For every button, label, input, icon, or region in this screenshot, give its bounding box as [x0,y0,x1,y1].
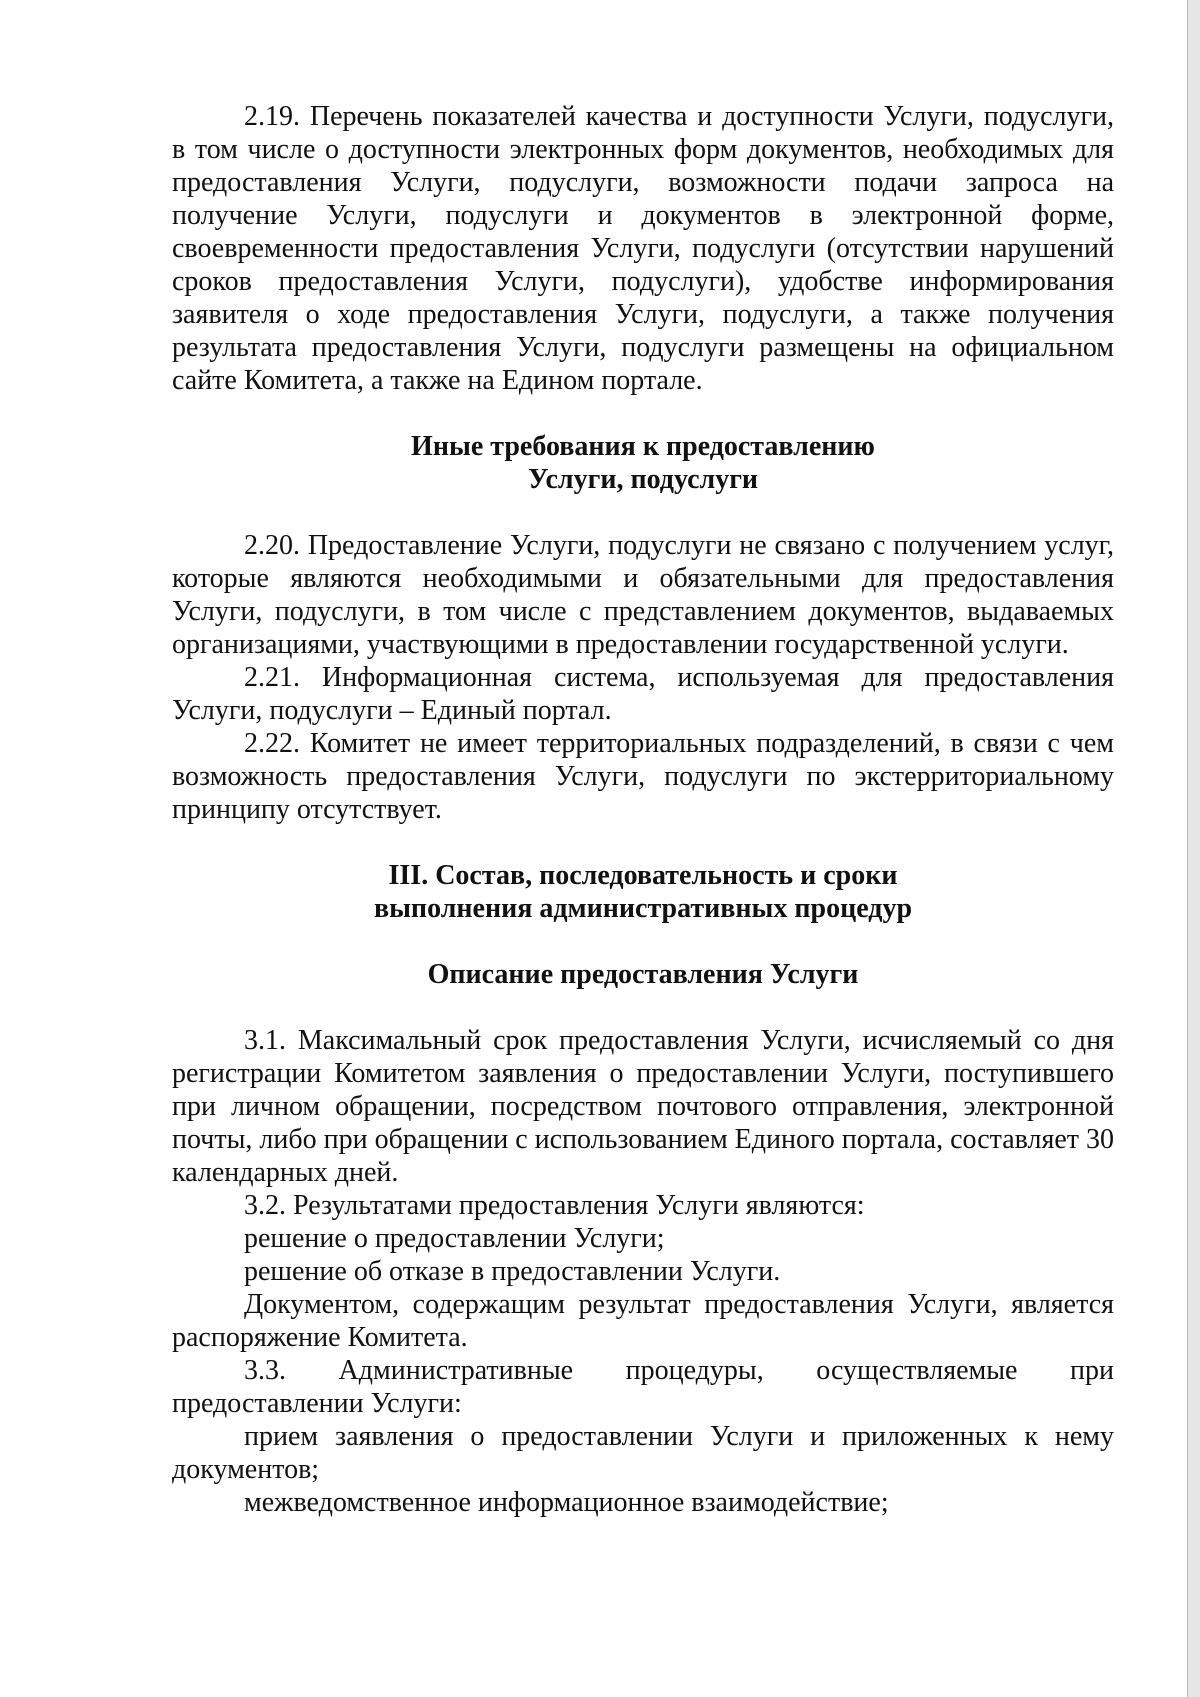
list-item-interagency-interaction: межведомственное информационное взаимодействие; [244,1487,889,1518]
list-item-decision-grant: решение о предоставлении Услуги; [244,1223,665,1254]
document-page [172,100,1114,1519]
heading-section-iii-line-2: выполнения административных процедур [373,893,913,924]
heading-other-requirements-line-2: Услуги, подуслуги [527,464,759,495]
paragraph-3-2: 3.2. Результатами предоставления Услуги являются: [244,1190,865,1221]
spacer [172,826,1114,859]
paragraph-2-19: 2.19. Перечень показателей качества и доступности Услуги, подуслуги, в том числе о доступности электронных форм документов, необходимых для предоставления Услуги, подуслуги, возможности подачи запроса на получение Услуги, подуслуги и документов в электронной форме, своевременности предоставления Услуги, подуслуги (отсутствии нарушений сроков предоставления Услуги, подуслуги), удобстве информирования заявителя о ходе предоставления Услуги, подуслуги, а также получения результата предоставления Услуги, подуслуги размещены на официальном сайте Комитета, а также на Едином портале. [172,101,1114,396]
paragraph-2-20: 2.20. Предоставление Услуги, подуслуги не связано с получением услуг, которые являются необходимыми и обязательными для предоставления Услуги, подуслуги, в том числе с представлением документов, выдаваемых организациями, участвующими в предоставлении государственной услуги. [172,530,1114,660]
page-edge [1187,0,1200,1697]
list-item-application-intake: прием заявления о предоставлении Услуги и приложенных к нему документов; [172,1421,1114,1485]
paragraph-result-document: Документом, содержащим результат предоставления Услуги, является распоряжение Комитета. [172,1289,1114,1353]
paragraph-2-21: 2.21. Информационная система, используемая для предоставления Услуги, подуслуги – Единый портал. [172,662,1114,726]
spacer [172,397,1114,430]
list-item-decision-refusal: решение об отказе в предоставлении Услуги. [244,1256,781,1287]
spacer [172,991,1114,1024]
paragraph-3-1: 3.1. Максимальный срок предоставления Услуги, исчисляемый со дня регистрации Комитетом заявления о предоставлении Услуги, поступившего при личном обращении, посредством почтового отправления, электронной почты, либо при обращении с использованием Единого портала, составляет 30 календарных дней. [172,1025,1114,1188]
heading-other-requirements-line-1: Иные требования к предоставлению [411,431,875,462]
paragraph-2-22: 2.22. Комитет не имеет территориальных подразделений, в связи с чем возможность предоставления Услуги, подуслуги по экстерриториальному принципу отсутствует. [172,728,1114,825]
spacer [172,925,1114,958]
paragraph-3-3: 3.3. Административные процедуры, осуществляемые при предоставлении Услуги: [172,1355,1114,1419]
heading-section-iii-line-1: III. Состав, последовательность и сроки [388,860,898,891]
spacer [172,496,1114,529]
heading-service-description: Описание предоставления Услуги [427,959,859,990]
